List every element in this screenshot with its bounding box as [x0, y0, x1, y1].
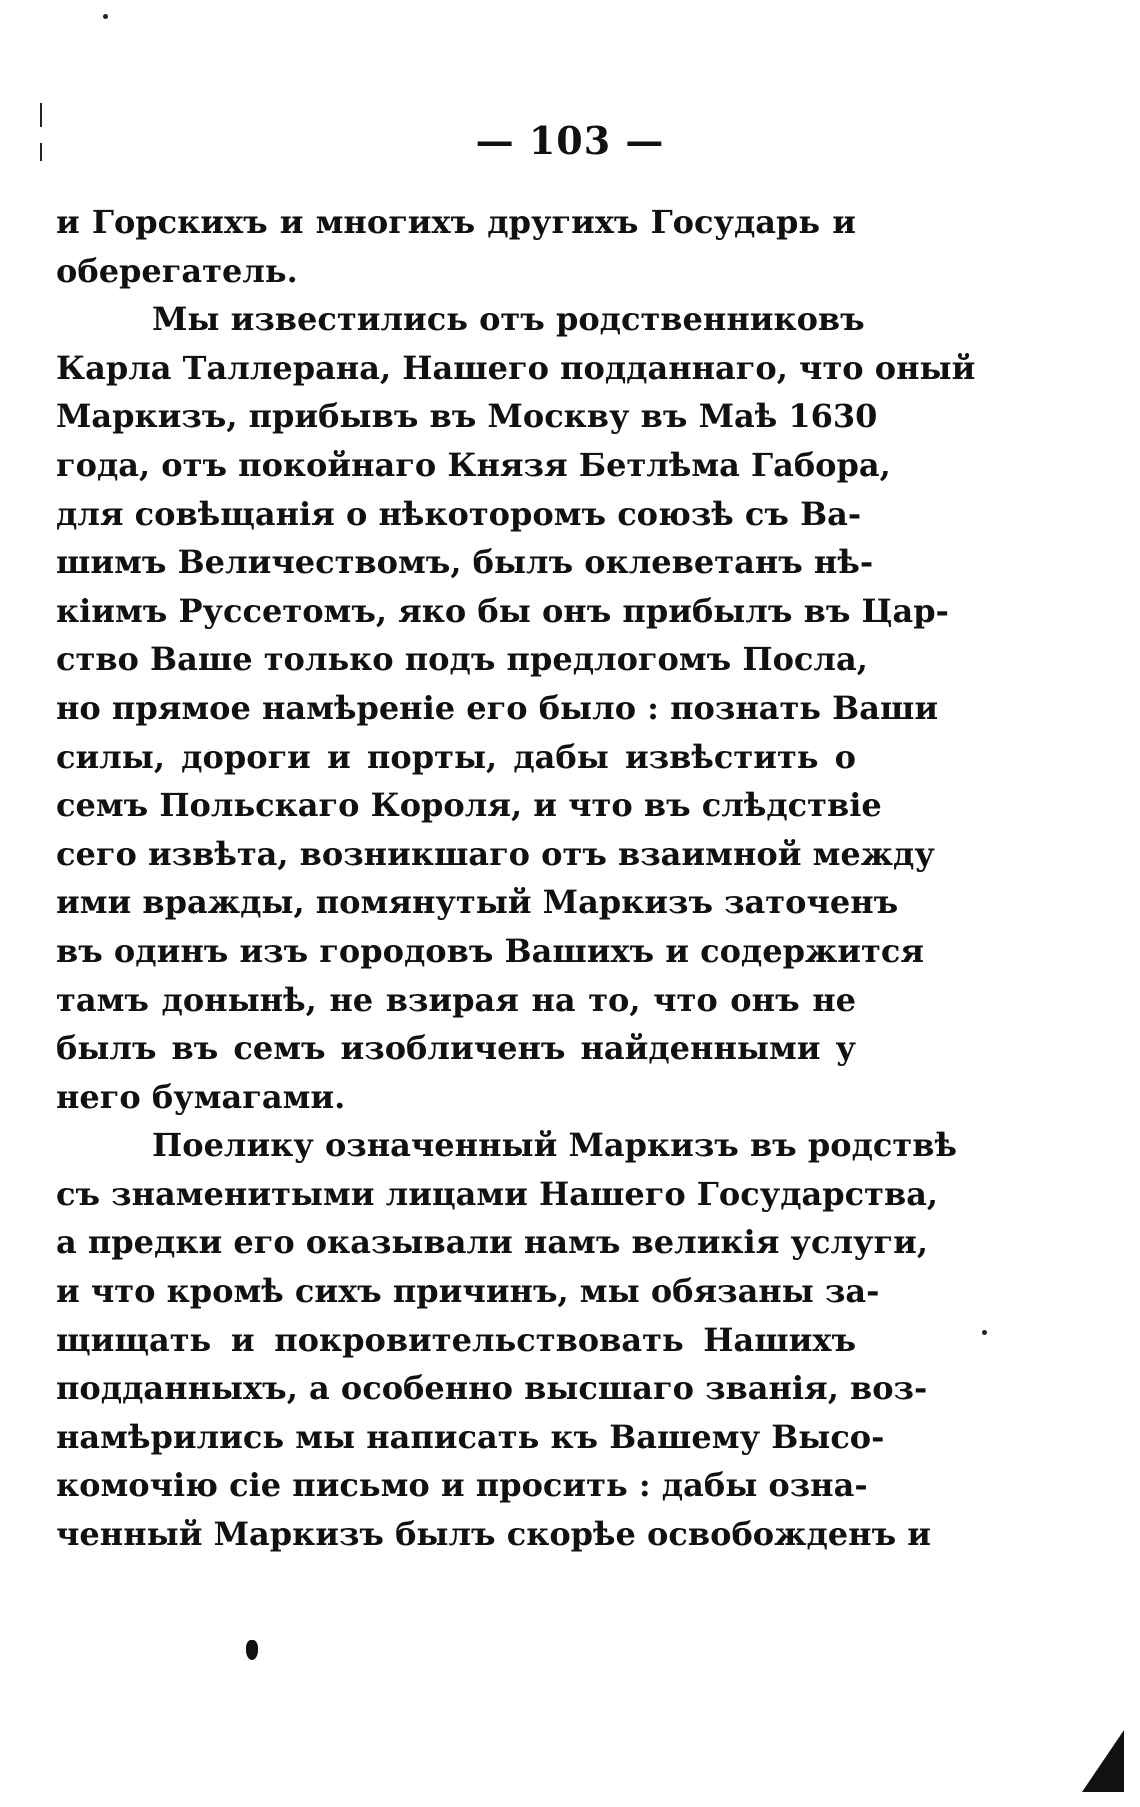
- text-line-23: и что кромѣ сихъ причинъ, мы обязаны за-: [56, 1272, 880, 1311]
- text-line-6: года, отъ покойнаго Князя Бетлѣма Габора,: [56, 445, 891, 484]
- text-line-26: намѣрились мы написать къ Вашему Высо-: [56, 1417, 885, 1456]
- text-line-1: и Горскихъ и многихъ другихъ Государь и: [56, 203, 856, 241]
- text-line-5: Маркизъ, прибывъ въ Москву въ Маѣ 1630: [56, 397, 878, 436]
- text-line-18: былъ въ семъ изобличенъ найденными у: [56, 1029, 856, 1068]
- text-line-25: подданныхъ, а особенно высшаго званія, воз-: [56, 1369, 928, 1408]
- ink-blot-corner: [1082, 1730, 1124, 1792]
- text-line-17: тамъ донынѣ, не взирая на то, что онъ не: [56, 980, 856, 1019]
- text-line-27: комочію сіе письмо и просить : дабы озна-: [56, 1466, 868, 1505]
- text-line-2: оберегатель.: [56, 251, 298, 290]
- text-line-16: въ одинъ изъ городовъ Вашихъ и содержится: [56, 931, 924, 970]
- ink-smudge: [246, 1640, 258, 1660]
- text-line-4: Карла Таллерана, Нашего подданнаго, что оный: [56, 348, 976, 387]
- text-line-12: силы, дороги и порты, дабы извѣстить о: [56, 737, 856, 776]
- margin-rule-1: [40, 103, 42, 127]
- scan-speck-right: [982, 1330, 987, 1335]
- text-line-13: семъ Польскаго Короля, и что въ слѣдствіе: [56, 786, 882, 825]
- text-line-22: а предки его оказывали намъ великія услуги,: [56, 1223, 928, 1262]
- body-text: [56, 198, 976, 1559]
- text-line-7: для совѣщанія о нѣкоторомъ союзѣ съ Ва-: [56, 494, 862, 533]
- text-line-10: ство Ваше только подъ предлогомъ Посла,: [56, 640, 868, 679]
- text-line-28: ченный Маркизъ былъ скорѣе освобожденъ и: [56, 1515, 931, 1554]
- text-line-8: шимъ Величествомъ, былъ оклеветанъ нѣ-: [56, 543, 874, 582]
- page-number-header: — 103 —: [475, 118, 665, 163]
- text-line-9: кіимъ Руссетомъ, яко бы онъ прибылъ въ Цар-: [56, 591, 949, 630]
- text-line-15: ими вражды, помянутый Маркизъ заточенъ: [56, 883, 899, 922]
- text-line-3: Мы известились отъ родственниковъ: [152, 300, 865, 339]
- text-line-19: него бумагами.: [56, 1077, 346, 1116]
- text-line-24: щищать и покровительствовать Нашихъ: [56, 1320, 856, 1359]
- text-line-14: сего извѣта, возникшаго отъ взаимной между: [56, 834, 935, 873]
- margin-rule-2: [40, 143, 42, 161]
- scan-speck-top: [103, 14, 108, 19]
- text-line-20: Поелику означенный Маркизъ въ родствѣ: [152, 1126, 957, 1165]
- text-line-21: съ знаменитыми лицами Нашего Государства,: [56, 1174, 939, 1213]
- text-line-11: но прямое намѣреніе его было : познать Ваши: [56, 688, 939, 727]
